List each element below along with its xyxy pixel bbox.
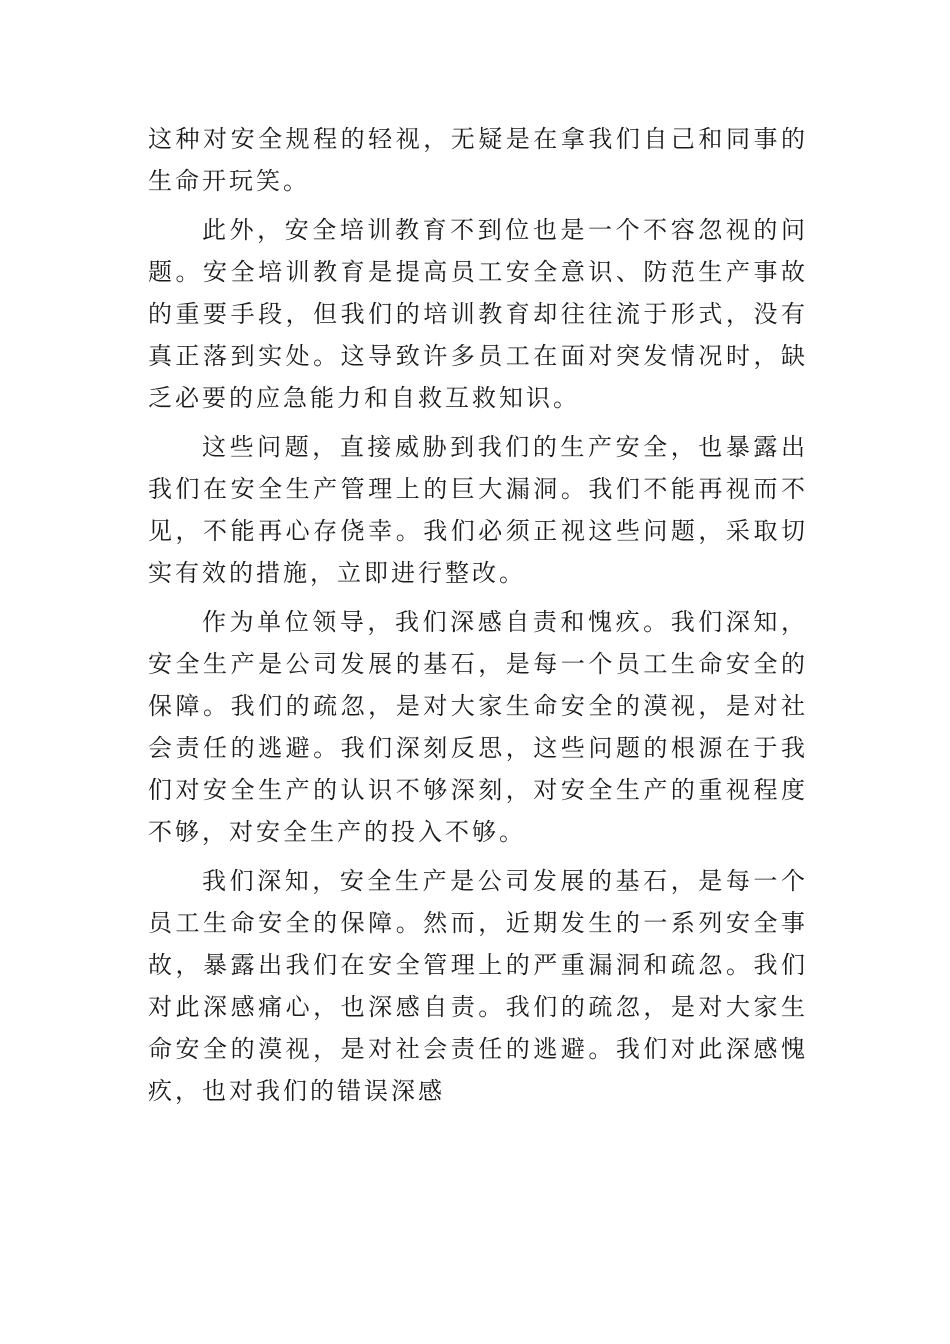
document-body: [148, 118, 808, 1119]
paragraph-1: 这种对安全规程的轻视，无疑是在拿我们自己和同事的生命开玩笑。: [148, 125, 808, 195]
paragraph-2: 此外，安全培训教育不到位也是一个不容忽视的问题。安全培训教育是提高员工安全意识、防范生产事故的重要手段，但我们的培训教育却往往流于形式，没有真正落到实处。这导致许多员工在面对突发情况时，缺乏必要的应急能力和自救互救知识。: [148, 216, 808, 412]
paragraph-4: 作为单位领导，我们深感自责和愧疚。我们深知，安全生产是公司发展的基石，是每一个员工生命安全的保障。我们的疏忽，是对大家生命安全的漠视，是对社会责任的逃避。我们深刻反思，这些问题的根源在于我们对安全生产的认识不够深刻，对安全生产的重视程度不够，对安全生产的投入不够。: [148, 608, 808, 846]
paragraph-3: 这些问题，直接威胁到我们的生产安全，也暴露出我们在安全生产管理上的巨大漏洞。我们不能再视而不见，不能再心存侥幸。我们必须正视这些问题，采取切实有效的措施，立即进行整改。: [148, 433, 808, 587]
paragraph-5: 我们深知，安全生产是公司发展的基石，是每一个员工生命安全的保障。然而，近期发生的一系列安全事故，暴露出我们在安全管理上的严重漏洞和疏忽。我们对此深感痛心，也深感自责。我们的疏忽，是对大家生命安全的漠视，是对社会责任的逃避。我们对此深感愧疚，也对我们的错误深感: [148, 867, 808, 1105]
